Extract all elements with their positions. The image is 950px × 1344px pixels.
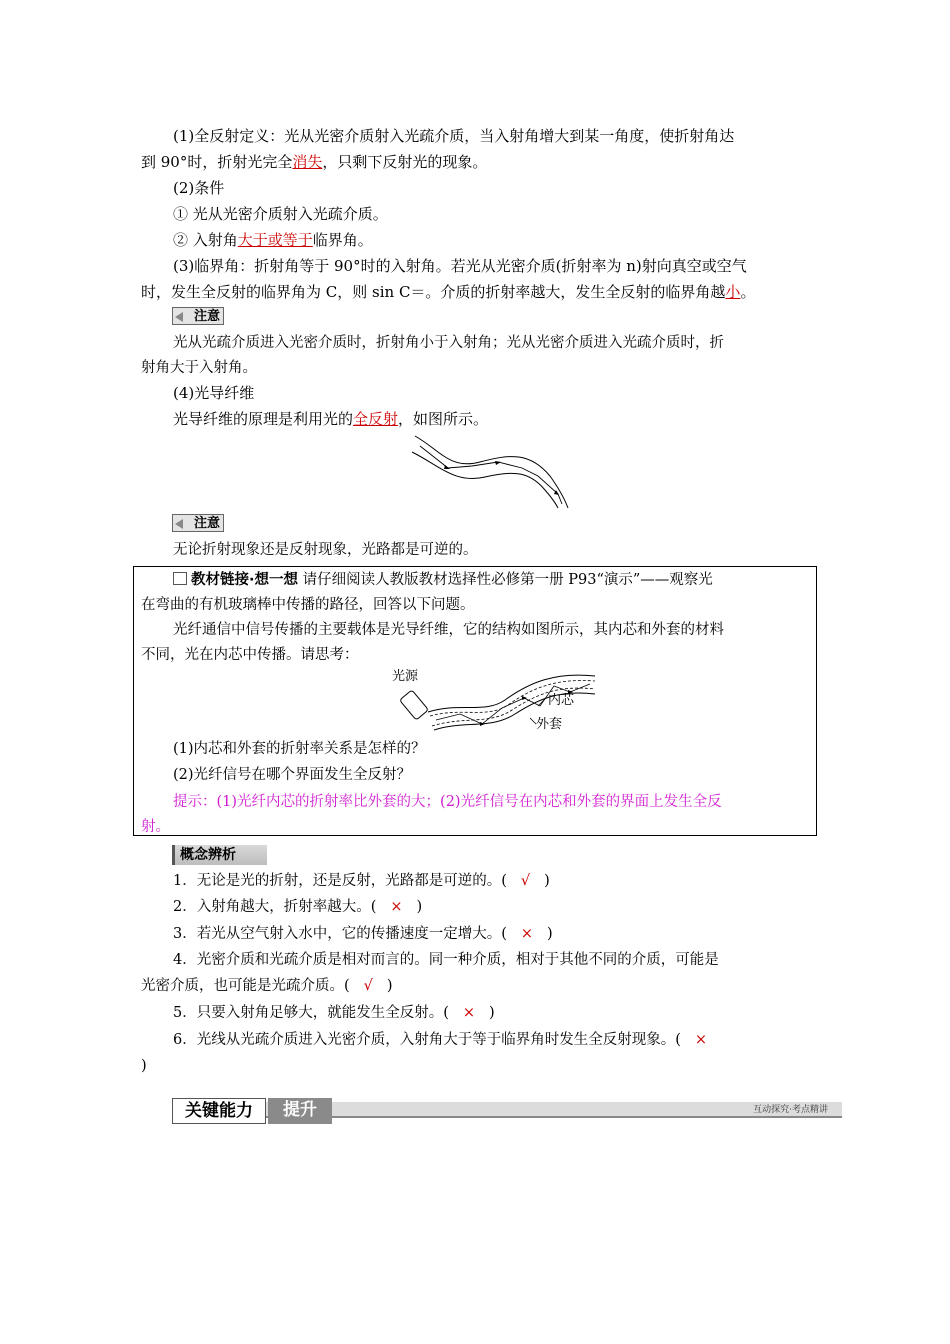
question-1: (1)内芯和外套的折射率关系是怎样的？ bbox=[173, 741, 426, 757]
box-line-4: 不同，光在内芯中传播。请思考： bbox=[141, 647, 359, 663]
section-banner bbox=[172, 1098, 842, 1126]
cross-mark-icon: × bbox=[520, 926, 534, 942]
text: 。 bbox=[740, 283, 756, 301]
item-3 bbox=[141, 924, 813, 944]
box-line-3: 光纤通信中信号传播的主要载体是光导纤维，它的结构如图所示，其内芯和外套的材料 bbox=[173, 622, 724, 638]
text: 3．若光从空气射入水中，它的传播速度一定增大。( bbox=[173, 926, 507, 942]
text: ② 入射角 bbox=[173, 231, 238, 249]
cross-mark-icon: × bbox=[390, 899, 403, 915]
item-4-line-1: 4．光密介质和光疏介质是相对而言的。同一种介质，相对于其他不同的介质，可能是 bbox=[173, 952, 719, 968]
optical-fiber-figure bbox=[410, 432, 575, 510]
text: ) bbox=[416, 899, 423, 915]
item-6-close: ) bbox=[141, 1058, 147, 1074]
text: 1．无论是光的折射，还是反射，光路都是可逆的。( bbox=[173, 873, 507, 889]
answer-blank: 全反射 bbox=[353, 410, 399, 428]
text: ) bbox=[544, 873, 550, 889]
fig-label-core: 内芯 bbox=[548, 693, 575, 708]
definition-line-2 bbox=[141, 152, 813, 172]
text: ) bbox=[547, 926, 553, 942]
answer-blank: 消失 bbox=[292, 153, 323, 171]
answer-blank: 大于或等于 bbox=[237, 231, 313, 249]
text: 请仔细阅读人教版教材选择性必修第一册 P93“演示”——观察光 bbox=[298, 572, 713, 588]
fiber-structure-figure bbox=[390, 662, 600, 737]
note-label: 注意 bbox=[193, 516, 220, 531]
box-line-1 bbox=[141, 570, 813, 590]
item-6 bbox=[141, 1030, 813, 1050]
answer-blank: 小 bbox=[725, 283, 741, 301]
critical-angle-line-1: (3)临界角：折射角等于 90°时的入射角。若光从光密介质(折射率为 n)射向真空或空气 bbox=[173, 257, 747, 275]
note-1-line-1: 光从光疏介质进入光密介质时，折射角小于入射角；光从光密介质进入光疏介质时，折 bbox=[173, 335, 724, 351]
fiber-principle bbox=[141, 409, 813, 429]
fiber-heading: (4)光导纤维 bbox=[173, 384, 255, 402]
conditions-heading: (2)条件 bbox=[173, 179, 225, 197]
box-title: 教材链接·想一想 bbox=[191, 572, 299, 588]
cross-mark-icon: × bbox=[462, 1005, 476, 1021]
text: 6．光线从光疏介质进入光密介质，入射角大于等于临界角时发生全反射现象。( bbox=[173, 1032, 681, 1048]
text: 光密介质，也可能是光疏介质。( bbox=[141, 978, 350, 994]
text: ) bbox=[489, 1005, 495, 1021]
note-1-line-2: 射角大于入射角。 bbox=[141, 360, 257, 376]
banner-tag: 互动探究·考点精讲 bbox=[753, 1105, 828, 1115]
text: 5．只要入射角足够大，就能发生全反射。( bbox=[173, 1005, 449, 1021]
text: ，只剩下反射光的现象。 bbox=[322, 153, 488, 171]
text: 时，发生全反射的临界角为 C，则 sin C＝。介质的折射率越大，发生全反射的临界角越 bbox=[141, 283, 726, 301]
note-tag bbox=[172, 514, 224, 532]
text: 到 90°时，折射光完全 bbox=[141, 153, 293, 171]
note-label: 注意 bbox=[193, 309, 220, 324]
definition-line-1: (1)全反射定义：光从光密介质射入光疏介质，当入射角增大到某一角度，使折射角达 bbox=[173, 127, 735, 145]
text: 光导纤维的原理是利用光的 bbox=[173, 410, 354, 428]
item-5 bbox=[141, 1003, 813, 1023]
hint-line-1: 提示：(1)光纤内芯的折射率比外套的大；(2)光纤信号在内芯和外套的界面上发生全反 bbox=[173, 794, 722, 810]
check-mark-icon: √ bbox=[363, 978, 373, 994]
question-2: (2)光纤信号在哪个界面发生全反射？ bbox=[173, 767, 412, 783]
hint-line-2: 射。 bbox=[141, 819, 170, 835]
fig-label-cladding: 外套 bbox=[536, 717, 563, 732]
note-2: 无论折射现象还是反射现象，光路都是可逆的。 bbox=[173, 542, 478, 558]
fig-label-light-source: 光源 bbox=[392, 669, 419, 684]
cross-mark-icon: × bbox=[694, 1032, 708, 1048]
banner-right: 提升 bbox=[268, 1098, 332, 1124]
concept-label: 概念辨析 bbox=[180, 847, 236, 863]
note-tag bbox=[172, 307, 224, 325]
text: ) bbox=[386, 978, 393, 994]
critical-angle-line-2 bbox=[141, 282, 813, 302]
banner-left: 关键能力 bbox=[172, 1098, 266, 1124]
text: 2．入射角越大，折射率越大。( bbox=[173, 899, 377, 915]
concept-header bbox=[172, 845, 267, 865]
item-1 bbox=[141, 871, 813, 891]
condition-2 bbox=[141, 230, 813, 250]
item-4-line-2 bbox=[141, 976, 813, 996]
condition-1: ① 光从光密介质射入光疏介质。 bbox=[173, 205, 388, 223]
check-mark-icon: √ bbox=[520, 873, 531, 889]
text: 临界角。 bbox=[312, 231, 373, 249]
item-2 bbox=[141, 897, 813, 917]
text: ，如图所示。 bbox=[398, 410, 489, 428]
box-line-2: 在弯曲的有机玻璃棒中传播的路径，回答以下问题。 bbox=[141, 597, 475, 613]
book-icon bbox=[173, 572, 187, 585]
